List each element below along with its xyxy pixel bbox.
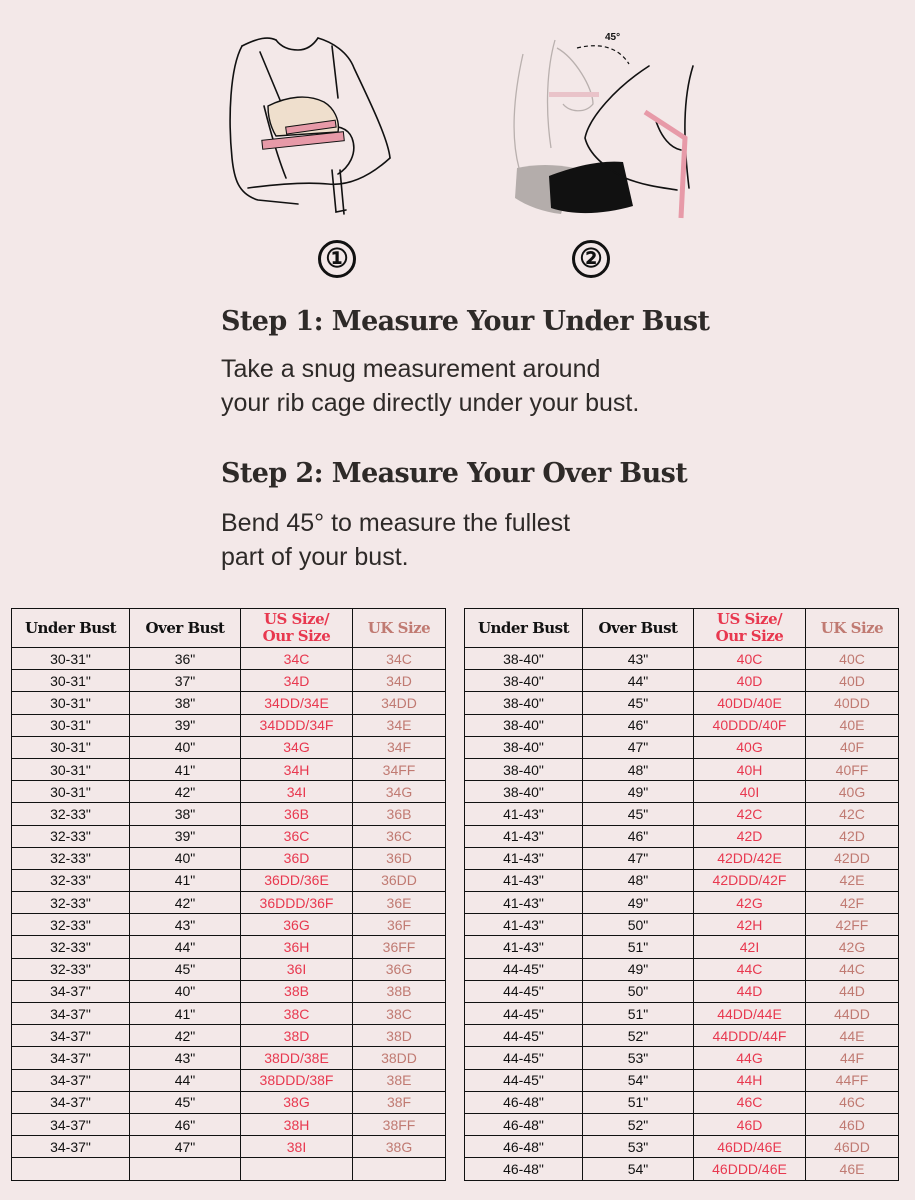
over-bust-cell: 45": [583, 692, 694, 714]
over-bust-cell: 52": [583, 1113, 694, 1135]
under-bust-cell: 38-40": [465, 714, 583, 736]
table-row: [12, 648, 446, 670]
under-bust-cell: 38-40": [465, 758, 583, 780]
step-1-number-badge: ①: [318, 240, 356, 278]
header-us-size: US Size/ Our Size: [694, 609, 806, 648]
uk-size-cell: 42FF: [806, 914, 899, 936]
uk-size-cell: 40E: [806, 714, 899, 736]
us-size-cell: 46D: [694, 1113, 806, 1135]
table-row: [465, 1047, 899, 1069]
over-bust-cell: 43": [130, 1047, 241, 1069]
under-bust-cell: 44-45": [465, 1025, 583, 1047]
over-bust-cell: 44": [130, 1069, 241, 1091]
uk-size-cell: 38G: [353, 1136, 446, 1158]
size-chart-table-left: [11, 608, 446, 1181]
us-size-cell: 42G: [694, 892, 806, 914]
us-size-cell: 42DDD/42F: [694, 869, 806, 891]
uk-size-cell: 42E: [806, 869, 899, 891]
us-size-cell: 44H: [694, 1069, 806, 1091]
us-size-cell: 42DD/42E: [694, 847, 806, 869]
table-row: [465, 736, 899, 758]
us-size-cell: 34H: [241, 758, 353, 780]
over-bust-cell: 46": [583, 825, 694, 847]
table-row: [12, 1113, 446, 1135]
uk-size-cell: 46DD: [806, 1136, 899, 1158]
table-row: [12, 803, 446, 825]
table-row: [465, 825, 899, 847]
table-row: [12, 914, 446, 936]
over-bust-cell: 47": [583, 847, 694, 869]
table-row: [12, 1003, 446, 1025]
uk-size-cell: 44E: [806, 1025, 899, 1047]
uk-size-cell: 34C: [353, 648, 446, 670]
under-bust-cell: 34-37": [12, 1025, 130, 1047]
table-row: [465, 958, 899, 980]
uk-size-cell: 38DD: [353, 1047, 446, 1069]
over-bust-cell: 39": [130, 825, 241, 847]
step-1-description: [221, 352, 639, 420]
over-bust-measure-illustration: [505, 18, 705, 228]
uk-size-cell: 36B: [353, 803, 446, 825]
over-bust-cell: 51": [583, 1003, 694, 1025]
table-row: [465, 648, 899, 670]
table-row: [12, 958, 446, 980]
us-size-cell: 44D: [694, 980, 806, 1002]
us-size-cell: 40I: [694, 781, 806, 803]
over-bust-cell: 45": [583, 803, 694, 825]
under-bust-cell: 34-37": [12, 1091, 130, 1113]
under-bust-cell: 44-45": [465, 958, 583, 980]
under-bust-cell: 41-43": [465, 803, 583, 825]
us-size-cell: 40G: [694, 736, 806, 758]
us-size-cell: 44G: [694, 1047, 806, 1069]
under-bust-cell: 30-31": [12, 692, 130, 714]
table-row: [465, 1113, 899, 1135]
under-bust-cell: 34-37": [12, 1047, 130, 1069]
over-bust-cell: 43": [583, 648, 694, 670]
uk-size-cell: 36E: [353, 892, 446, 914]
under-bust-cell: 46-48": [465, 1136, 583, 1158]
us-size-cell: 42C: [694, 803, 806, 825]
us-size-cell: 34G: [241, 736, 353, 758]
over-bust-cell: 54": [583, 1069, 694, 1091]
header-under-bust: Under Bust: [12, 609, 130, 648]
table-row: [465, 1003, 899, 1025]
angle-label: 45°: [605, 32, 621, 43]
table-row: [465, 670, 899, 692]
over-bust-cell: 48": [583, 758, 694, 780]
table-row: [465, 758, 899, 780]
us-size-cell: 40DDD/40F: [694, 714, 806, 736]
over-bust-cell: 38": [130, 803, 241, 825]
under-bust-cell: 30-31": [12, 781, 130, 803]
us-size-cell: 36DDD/36F: [241, 892, 353, 914]
us-size-cell: 38D: [241, 1025, 353, 1047]
us-size-cell: 38DDD/38F: [241, 1069, 353, 1091]
under-bust-cell: 32-33": [12, 847, 130, 869]
under-bust-cell: 32-33": [12, 869, 130, 891]
us-size-cell: 42I: [694, 936, 806, 958]
angle-arrow: [577, 46, 629, 64]
step-2-number-badge: ②: [572, 240, 610, 278]
under-bust-cell: 41-43": [465, 869, 583, 891]
us-size-cell: 46DDD/46E: [694, 1158, 806, 1180]
over-bust-cell: 50": [583, 980, 694, 1002]
uk-size-cell: 36C: [353, 825, 446, 847]
size-chart-table-right: [464, 608, 899, 1181]
uk-size-cell: 34FF: [353, 758, 446, 780]
over-bust-cell: 42": [130, 1025, 241, 1047]
under-bust-cell: 32-33": [12, 914, 130, 936]
step-2-desc-line-1: Bend 45° to measure the fullest: [221, 509, 571, 537]
over-bust-cell: 52": [583, 1025, 694, 1047]
over-bust-cell: 40": [130, 980, 241, 1002]
over-bust-cell: 47": [130, 1136, 241, 1158]
table-row: [12, 1091, 446, 1113]
under-bust-cell: 41-43": [465, 825, 583, 847]
table-row: [465, 980, 899, 1002]
us-size-cell: 40H: [694, 758, 806, 780]
table-row: [12, 781, 446, 803]
uk-size-cell: [353, 1158, 446, 1180]
uk-size-cell: 44F: [806, 1047, 899, 1069]
under-bust-cell: 44-45": [465, 1047, 583, 1069]
over-bust-cell: 42": [130, 781, 241, 803]
under-bust-cell: 41-43": [465, 936, 583, 958]
uk-size-cell: 46E: [806, 1158, 899, 1180]
uk-size-cell: 36G: [353, 958, 446, 980]
us-size-cell: 46C: [694, 1091, 806, 1113]
under-bust-cell: 44-45": [465, 1069, 583, 1091]
us-size-cell: 44DDD/44F: [694, 1025, 806, 1047]
us-size-cell: 34C: [241, 648, 353, 670]
step-2-title: Step 2: Measure Your Over Bust: [221, 458, 688, 489]
us-size-cell: 38G: [241, 1091, 353, 1113]
us-size-cell: 38C: [241, 1003, 353, 1025]
uk-size-cell: 34F: [353, 736, 446, 758]
uk-size-cell: 36DD: [353, 869, 446, 891]
under-bust-cell: 32-33": [12, 936, 130, 958]
under-bust-cell: 46-48": [465, 1158, 583, 1180]
over-bust-cell: 41": [130, 1003, 241, 1025]
table-row: [12, 758, 446, 780]
under-bust-cell: 41-43": [465, 914, 583, 936]
over-bust-cell: 41": [130, 758, 241, 780]
us-size-cell: [241, 1158, 353, 1180]
uk-size-cell: 40G: [806, 781, 899, 803]
under-bust-cell: 32-33": [12, 803, 130, 825]
table-row: [12, 847, 446, 869]
over-bust-cell: 43": [130, 914, 241, 936]
table-header-row: [12, 609, 446, 648]
table-row: [465, 892, 899, 914]
table-header-row: [465, 609, 899, 648]
uk-size-cell: 34E: [353, 714, 446, 736]
header-over-bust: Over Bust: [583, 609, 694, 648]
under-bust-cell: 46-48": [465, 1113, 583, 1135]
header-uk-size: UK Size: [353, 609, 446, 648]
table-row: [465, 1091, 899, 1113]
uk-size-cell: 44C: [806, 958, 899, 980]
us-size-cell: 42D: [694, 825, 806, 847]
header-uk-size: UK Size: [806, 609, 899, 648]
table-row: [465, 781, 899, 803]
table-row: [12, 825, 446, 847]
over-bust-cell: 53": [583, 1047, 694, 1069]
over-bust-cell: 40": [130, 736, 241, 758]
us-size-cell: 36I: [241, 958, 353, 980]
uk-size-cell: 44DD: [806, 1003, 899, 1025]
under-bust-cell: 30-31": [12, 714, 130, 736]
table-row: [465, 692, 899, 714]
over-bust-cell: 50": [583, 914, 694, 936]
us-size-cell: 38DD/38E: [241, 1047, 353, 1069]
uk-size-cell: 42G: [806, 936, 899, 958]
uk-size-cell: 42D: [806, 825, 899, 847]
under-bust-cell: 44-45": [465, 1003, 583, 1025]
under-bust-measure-illustration: [228, 28, 408, 220]
header-over-bust: Over Bust: [130, 609, 241, 648]
over-bust-cell: 48": [583, 869, 694, 891]
under-bust-cell: 34-37": [12, 1136, 130, 1158]
over-bust-cell: 49": [583, 958, 694, 980]
under-bust-cell: 30-31": [12, 648, 130, 670]
over-bust-cell: 42": [130, 892, 241, 914]
under-bust-cell: 41-43": [465, 892, 583, 914]
over-bust-cell: 45": [130, 958, 241, 980]
uk-size-cell: 38D: [353, 1025, 446, 1047]
over-bust-cell: 51": [583, 1091, 694, 1113]
over-bust-cell: 46": [130, 1113, 241, 1135]
under-bust-cell: 34-37": [12, 1113, 130, 1135]
under-bust-cell: [12, 1158, 130, 1180]
us-size-cell: 40DD/40E: [694, 692, 806, 714]
uk-size-cell: 34D: [353, 670, 446, 692]
uk-size-cell: 40C: [806, 648, 899, 670]
uk-size-cell: 38E: [353, 1069, 446, 1091]
under-bust-cell: 34-37": [12, 1069, 130, 1091]
us-size-cell: 34DD/34E: [241, 692, 353, 714]
under-bust-cell: 32-33": [12, 825, 130, 847]
us-size-cell: 34DDD/34F: [241, 714, 353, 736]
us-size-cell: 36G: [241, 914, 353, 936]
us-size-cell: 38H: [241, 1113, 353, 1135]
us-size-cell: 38B: [241, 980, 353, 1002]
under-bust-cell: 32-33": [12, 958, 130, 980]
over-bust-cell: 44": [583, 670, 694, 692]
table-row: [12, 1136, 446, 1158]
under-bust-cell: 34-37": [12, 1003, 130, 1025]
table-row: [465, 1158, 899, 1180]
us-size-cell: 44DD/44E: [694, 1003, 806, 1025]
table-row: [12, 714, 446, 736]
header-us-size: US Size/ Our Size: [241, 609, 353, 648]
table-row: [12, 1047, 446, 1069]
table-row: [12, 980, 446, 1002]
table-row: [12, 936, 446, 958]
table-row: [465, 1025, 899, 1047]
table-row: [465, 803, 899, 825]
under-bust-cell: 41-43": [465, 847, 583, 869]
table-row: [12, 1158, 446, 1180]
step-1-title: Step 1: Measure Your Under Bust: [221, 306, 710, 337]
over-bust-cell: 38": [130, 692, 241, 714]
us-size-cell: 42H: [694, 914, 806, 936]
table-row: [465, 714, 899, 736]
under-bust-cell: 30-31": [12, 736, 130, 758]
under-bust-cell: 38-40": [465, 736, 583, 758]
step-1-desc-line-2: your rib cage directly under your bust.: [221, 389, 640, 417]
uk-size-cell: 44D: [806, 980, 899, 1002]
us-size-cell: 40D: [694, 670, 806, 692]
uk-size-cell: 40D: [806, 670, 899, 692]
uk-size-cell: 42F: [806, 892, 899, 914]
table-row: [465, 936, 899, 958]
us-size-cell: 36H: [241, 936, 353, 958]
under-bust-cell: 38-40": [465, 781, 583, 803]
over-bust-cell: 41": [130, 869, 241, 891]
us-size-cell: 36B: [241, 803, 353, 825]
over-bust-cell: 53": [583, 1136, 694, 1158]
uk-size-cell: 40F: [806, 736, 899, 758]
table-row: [465, 847, 899, 869]
uk-size-cell: 36FF: [353, 936, 446, 958]
measuring-tape: [645, 112, 685, 218]
under-bust-cell: 44-45": [465, 980, 583, 1002]
uk-size-cell: 42DD: [806, 847, 899, 869]
table-row: [12, 1025, 446, 1047]
over-bust-cell: 49": [583, 892, 694, 914]
uk-size-cell: 34G: [353, 781, 446, 803]
header-under-bust: Under Bust: [465, 609, 583, 648]
over-bust-cell: 54": [583, 1158, 694, 1180]
table-row: [12, 869, 446, 891]
table-row: [465, 1069, 899, 1091]
us-size-cell: 34I: [241, 781, 353, 803]
uk-size-cell: 44FF: [806, 1069, 899, 1091]
uk-size-cell: 40FF: [806, 758, 899, 780]
table-row: [465, 914, 899, 936]
over-bust-cell: 47": [583, 736, 694, 758]
over-bust-cell: 51": [583, 936, 694, 958]
us-size-cell: 36C: [241, 825, 353, 847]
over-bust-cell: [130, 1158, 241, 1180]
step-2-description: [221, 506, 570, 574]
us-size-cell: 38I: [241, 1136, 353, 1158]
over-bust-cell: 37": [130, 670, 241, 692]
us-size-cell: 40C: [694, 648, 806, 670]
over-bust-cell: 39": [130, 714, 241, 736]
table-row: [12, 736, 446, 758]
table-row: [465, 1136, 899, 1158]
table-row: [12, 692, 446, 714]
table-row: [12, 892, 446, 914]
under-bust-cell: 38-40": [465, 692, 583, 714]
uk-size-cell: 38B: [353, 980, 446, 1002]
uk-size-cell: 46D: [806, 1113, 899, 1135]
uk-size-cell: 36F: [353, 914, 446, 936]
under-bust-cell: 30-31": [12, 758, 130, 780]
uk-size-cell: 34DD: [353, 692, 446, 714]
under-bust-cell: 32-33": [12, 892, 130, 914]
under-bust-cell: 46-48": [465, 1091, 583, 1113]
under-bust-cell: 34-37": [12, 980, 130, 1002]
uk-size-cell: 46C: [806, 1091, 899, 1113]
under-bust-cell: 38-40": [465, 648, 583, 670]
over-bust-cell: 46": [583, 714, 694, 736]
us-size-cell: 34D: [241, 670, 353, 692]
uk-size-cell: 38C: [353, 1003, 446, 1025]
table-row: [465, 869, 899, 891]
us-size-cell: 36D: [241, 847, 353, 869]
over-bust-cell: 40": [130, 847, 241, 869]
under-bust-cell: 30-31": [12, 670, 130, 692]
over-bust-cell: 44": [130, 936, 241, 958]
over-bust-cell: 45": [130, 1091, 241, 1113]
us-size-cell: 36DD/36E: [241, 869, 353, 891]
us-size-cell: 44C: [694, 958, 806, 980]
uk-size-cell: 38FF: [353, 1113, 446, 1135]
us-size-cell: 46DD/46E: [694, 1136, 806, 1158]
table-row: [12, 1069, 446, 1091]
uk-size-cell: 40DD: [806, 692, 899, 714]
over-bust-cell: 36": [130, 648, 241, 670]
over-bust-cell: 49": [583, 781, 694, 803]
uk-size-cell: 42C: [806, 803, 899, 825]
step-2-desc-line-2: part of your bust.: [221, 543, 409, 571]
step-1-desc-line-1: Take a snug measurement around: [221, 355, 601, 383]
under-bust-cell: 38-40": [465, 670, 583, 692]
uk-size-cell: 36D: [353, 847, 446, 869]
table-row: [12, 670, 446, 692]
uk-size-cell: 38F: [353, 1091, 446, 1113]
